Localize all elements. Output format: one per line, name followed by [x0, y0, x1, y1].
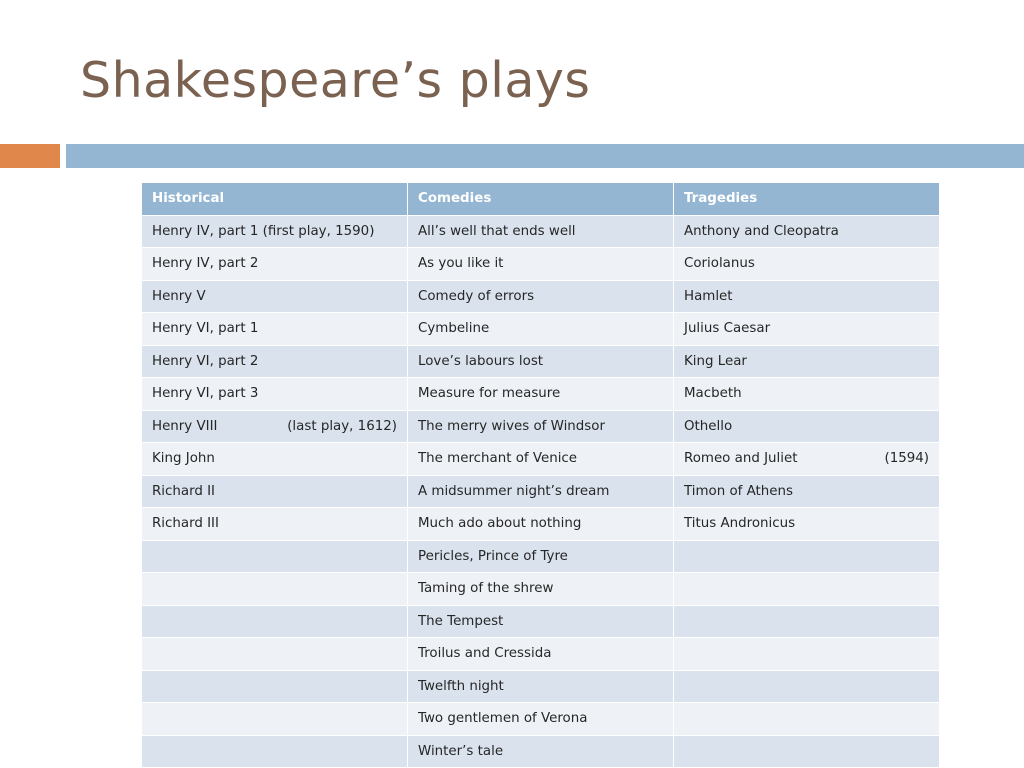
table-row	[142, 378, 940, 411]
table-row	[142, 443, 940, 476]
tragedy-cell: Titus Andronicus	[674, 508, 940, 541]
comedy-cell: Taming of the shrew	[408, 573, 674, 606]
historical-cell: Henry IV, part 2	[142, 248, 408, 281]
historical-cell: Henry V	[142, 280, 408, 313]
comedy-cell: Twelfth night	[408, 670, 674, 703]
tragedy-cell	[674, 735, 940, 768]
historical-cell	[142, 215, 408, 248]
comedy-cell: Troilus and Cressida	[408, 638, 674, 671]
historical-cell	[142, 410, 408, 443]
header-comedies: Comedies	[408, 183, 674, 216]
romeo-year-note: (1594)	[884, 451, 929, 467]
comedy-cell: The Tempest	[408, 605, 674, 638]
tragedy-cell: Coriolanus	[674, 248, 940, 281]
header-historical: Historical	[142, 183, 408, 216]
comedy-cell: As you like it	[408, 248, 674, 281]
comedy-cell: Comedy of errors	[408, 280, 674, 313]
table-row	[142, 670, 940, 703]
comedy-cell: Winter’s tale	[408, 735, 674, 768]
table-row	[142, 345, 940, 378]
historical-cell	[142, 670, 408, 703]
tragedy-cell: Macbeth	[674, 378, 940, 411]
table-row	[142, 638, 940, 671]
historical-cell	[142, 573, 408, 606]
tragedy-cell	[674, 605, 940, 638]
table-row	[142, 573, 940, 606]
table-header-row	[142, 183, 940, 216]
slide-title: Shakespeare’s plays	[80, 52, 591, 109]
historical-cell	[142, 703, 408, 736]
tragedy-cell	[674, 703, 940, 736]
comedy-cell: Much ado about nothing	[408, 508, 674, 541]
table-row	[142, 313, 940, 346]
historical-cell: Richard II	[142, 475, 408, 508]
historical-cell	[142, 540, 408, 573]
tragedy-cell: Hamlet	[674, 280, 940, 313]
tragedy-cell	[674, 573, 940, 606]
comedy-cell: Cymbeline	[408, 313, 674, 346]
tragedy-cell	[674, 540, 940, 573]
tragedy-cell	[674, 443, 940, 476]
historical-cell: Henry VI, part 2	[142, 345, 408, 378]
tragedy-title: Romeo and Juliet	[684, 451, 798, 467]
table-row	[142, 475, 940, 508]
first-play-note: (first play, 1590)	[262, 223, 375, 239]
table-row	[142, 605, 940, 638]
accent-bar-blue	[66, 144, 1024, 168]
comedy-cell: The merry wives of Windsor	[408, 410, 674, 443]
historical-cell	[142, 638, 408, 671]
table-row	[142, 703, 940, 736]
historical-cell: Henry VI, part 1	[142, 313, 408, 346]
tragedy-cell: Timon of Athens	[674, 475, 940, 508]
comedy-cell: Two gentlemen of Verona	[408, 703, 674, 736]
table-row	[142, 508, 940, 541]
comedy-cell: All’s well that ends well	[408, 215, 674, 248]
table-row	[142, 215, 940, 248]
tragedy-cell: Julius Caesar	[674, 313, 940, 346]
table-row	[142, 735, 940, 768]
tragedy-cell	[674, 638, 940, 671]
accent-bar-orange	[0, 144, 60, 168]
tragedy-cell: Anthony and Cleopatra	[674, 215, 940, 248]
tragedy-cell: King Lear	[674, 345, 940, 378]
historical-cell: King John	[142, 443, 408, 476]
header-tragedies: Tragedies	[674, 183, 940, 216]
last-play-note: (last play, 1612)	[287, 418, 397, 434]
historical-cell	[142, 605, 408, 638]
tragedy-cell	[674, 670, 940, 703]
historical-title: Henry VIII	[152, 418, 218, 434]
table-row	[142, 248, 940, 281]
comedy-cell: Love’s labours lost	[408, 345, 674, 378]
comedy-cell: Measure for measure	[408, 378, 674, 411]
table-row	[142, 540, 940, 573]
historical-cell	[142, 735, 408, 768]
table-row	[142, 410, 940, 443]
historical-title: Henry IV, part 1	[152, 223, 259, 239]
tragedy-cell: Othello	[674, 410, 940, 443]
comedy-cell: A midsummer night’s dream	[408, 475, 674, 508]
table-row	[142, 280, 940, 313]
comedy-cell: The merchant of Venice	[408, 443, 674, 476]
plays-table	[141, 182, 940, 768]
historical-cell: Henry VI, part 3	[142, 378, 408, 411]
historical-cell: Richard III	[142, 508, 408, 541]
comedy-cell: Pericles, Prince of Tyre	[408, 540, 674, 573]
